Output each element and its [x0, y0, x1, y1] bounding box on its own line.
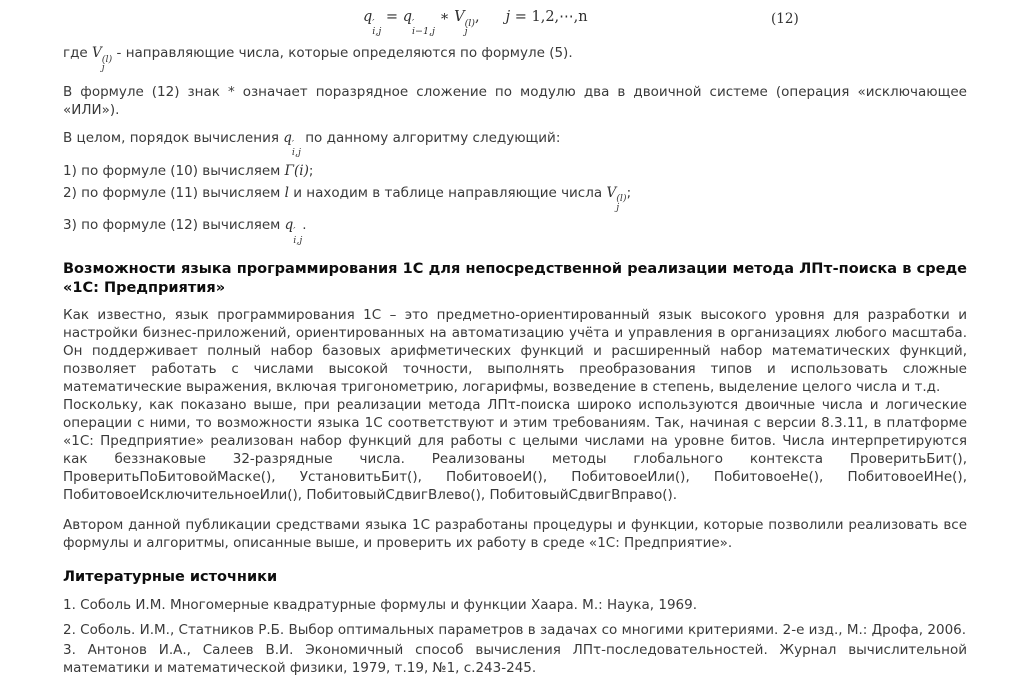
equation-12 — [363, 8, 588, 37]
math-subscript: j — [101, 62, 105, 74]
section-heading-1c-capabilities: Возможности языка программирования 1С для непосредственной реализации метода ЛПτ-поиска в среде «1С: Предприятия» — [63, 261, 967, 296]
math-prime: ′ — [372, 17, 375, 29]
step-punctuation: . — [302, 217, 307, 234]
paragraph-bitwise-functions: Поскольку, как показано выше, при реализации метода ЛПτ-поиска широко используются двоичные числа и логические операции с ними, то возможности языка 1С соответствуют и этим требованиям. Так, начиная с версии 8.3.11, в платформе «1С: Предприятие» реализован набор функций для работы с целыми числами на уровне битов. Числа интерпретируются как беззнаковые 32-разрядные числа. Реализованы методы глобального контекста ПроверитьБит(), ПроверитьПоБитовойМаске(), УстановитьБит(), ПобитовоеИ(), ПобитовоеИли(), ПобитовоеНе(), ПобитовоеИНе(), ПобитовоеИсключительноеИли(), ПобитовыйСдвигВлево(), ПобитовыйСдвигВправо(). — [63, 397, 967, 503]
math-index-range: = 1,2,⋯,n — [510, 9, 588, 25]
reference-item: 3. Антонов И.А., Салеев В.И. Экономичный способ вычисления ЛПτ-последовательностей. Журнал вычислительной математики и математической физики, 1979, т.19, №1, с.243-245. — [63, 642, 967, 676]
math-superscript: (l) — [101, 53, 113, 65]
math-subscript: i,j — [372, 26, 382, 38]
math-subscript: j — [464, 26, 468, 38]
math-sup-sub — [616, 195, 626, 212]
math-var-v: V — [92, 45, 102, 61]
math-var-q: q — [363, 9, 373, 25]
order-text-post: по данному алгоритму следующий: — [300, 129, 561, 146]
where-clause — [63, 44, 967, 73]
math-superscript: (l) — [464, 17, 476, 29]
math-superscript: (l) — [616, 193, 627, 205]
step-text-mid: и находим в таблице направляющие числа — [288, 184, 607, 201]
math-gamma-i: Γ(i) — [284, 162, 309, 179]
math-sup-sub — [464, 17, 476, 38]
order-text-pre: В целом, порядок вычисления — [63, 129, 284, 146]
math-prime: ′ — [291, 138, 295, 150]
math-sup-sub — [372, 17, 382, 38]
math-var-q: q — [283, 129, 292, 146]
math-subscript: i,j — [293, 234, 303, 246]
step-punctuation: ; — [308, 162, 314, 179]
math-var-v: V — [606, 184, 617, 201]
math-sup-sub — [293, 228, 302, 245]
math-prime: ′ — [411, 17, 415, 29]
where-text-post: - направляющие числа, которые определяются по формуле (5). — [112, 45, 573, 61]
paragraph-algorithm-order — [63, 129, 967, 158]
algorithm-step-1 — [63, 162, 967, 180]
math-prime: ′ — [293, 226, 296, 237]
math-subscript: i−1,j — [411, 26, 435, 38]
algorithm-step-2 — [63, 184, 967, 213]
math-comma: , — [475, 9, 480, 25]
algorithm-step-3 — [63, 216, 967, 245]
step-text: 3) по формуле (12) вычисляем — [63, 217, 285, 234]
math-subscript: i,j — [291, 147, 301, 158]
math-var-j: j — [505, 9, 511, 25]
math-subscript: j — [616, 201, 620, 213]
step-punctuation: ; — [626, 184, 632, 201]
math-sup-sub — [291, 138, 301, 158]
reference-item: 2. Соболь. И.М., Статников Р.Б. Выбор оптимальных параметров в задачах со многими критериями. 2-е изд., М.: Дрофа, 2006. — [63, 622, 967, 638]
paragraph-formula-12-note: В формуле (12) знак * означает поразрядное сложение по модулю два в двоичной системе (операция «исключающее «ИЛИ»). — [63, 83, 967, 118]
math-var-q2: q — [402, 9, 412, 25]
math-sup-sub — [411, 17, 435, 38]
math-sup-sub — [101, 53, 113, 74]
equation-12-row — [63, 7, 967, 38]
math-equals: = — [381, 9, 403, 25]
paragraph-author-implementation: Автором данной публикации средствами языка 1С разработаны процедуры и функции, которые позволили реализовать все формулы и алгоритмы, описанные выше, и проверить их работу в среде «1С: Предприятие». — [63, 517, 967, 551]
equation-number: (12) — [771, 11, 799, 27]
paragraph-1c-language: Как известно, язык программирования 1С – это предметно-ориентированный язык высокого уровня для разработки и настройки бизнес-приложений, ориентированных на автоматизацию учёта и управления в организациях любого масштаба. Он поддерживает полный набор базовых арифметических функций и расширенный набор математических функций, позволяет работать с числами высокой точности, выполнять преобразования типов и использовать сложные математические выражения, включая тригонометрию, логарифмы, возведение в степень, выделение целого числа и т.д. — [63, 307, 967, 395]
step-text: 2) по формуле (11) вычисляем — [63, 184, 285, 201]
section-heading-references: Литературные источники — [63, 569, 278, 585]
reference-item: 1. Соболь И.М. Многомерные квадратурные формулы и функции Хаара. М.: Наука, 1969. — [63, 597, 698, 613]
where-text-pre: где — [63, 45, 93, 61]
math-var-v: V — [454, 9, 465, 25]
math-var-q: q — [284, 217, 294, 234]
math-var-l: l — [284, 184, 289, 201]
step-text: 1) по формуле (10) вычисляем — [63, 162, 285, 179]
math-xor-operator: ∗ — [435, 9, 455, 25]
